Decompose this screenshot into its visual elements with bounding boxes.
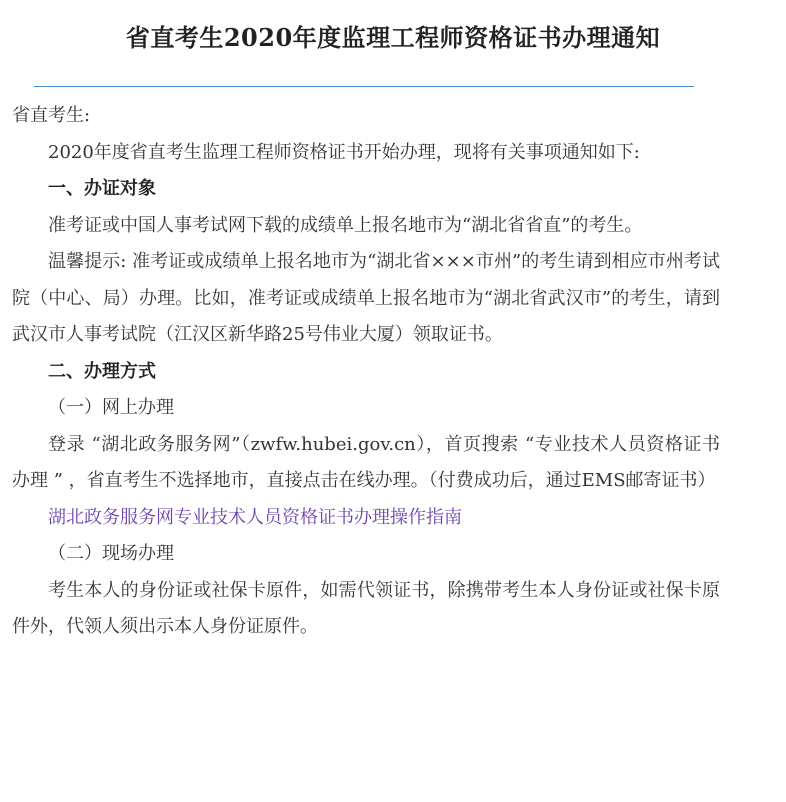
section-heading-method: 二、办理方式 <box>48 360 156 382</box>
eligibility-paragraph: 准考证或中国人事考试网下载的成绩单上报名地市为“湖北省省直”的考生。 <box>48 214 643 236</box>
intro-paragraph: 2020年度省直考生监理工程师资格证书开始办理，现将有关事项通知如下: <box>48 141 640 163</box>
title-divider <box>34 86 694 87</box>
notice-body <box>12 98 720 646</box>
subheading-onsite: （二）现场办理 <box>48 543 174 564</box>
page-title: 省直考生2020年度监理工程师资格证书办理通知 <box>125 23 661 52</box>
guide-link[interactable]: 湖北政务服务网专业技术人员资格证书办理操作指南 <box>48 506 462 528</box>
section-heading-eligibility: 一、办证对象 <box>48 178 156 199</box>
salutation: 省直考生: <box>12 105 91 126</box>
subheading-online: （一）网上办理 <box>48 397 174 418</box>
onsite-paragraph: 考生本人的身份证或社保卡原件，如需代领证书，除携带考生本人身份证或社保卡原件外，代领人须出示本人身份证原件。 <box>12 579 720 637</box>
reminder-paragraph: 温馨提示: 准考证或成绩单上报名地市为“湖北省×××市州”的考生请到相应市州考试院（中心、局）办理。比如，准考证或成绩单上报名地市为“湖北省武汉市”的考生，请到武汉市人事考试院（江汉区新华路25号伟业大厦）领取证书。 <box>12 251 720 345</box>
online-paragraph: 登录 “湖北政务服务网”（zwfw.hubei.gov.cn），首页搜索 “专业技术人员资格证书办理 ” ，省直考生不选择地市，直接点击在线办理。（付费成功后，通过EMS邮寄证书） <box>12 433 720 491</box>
